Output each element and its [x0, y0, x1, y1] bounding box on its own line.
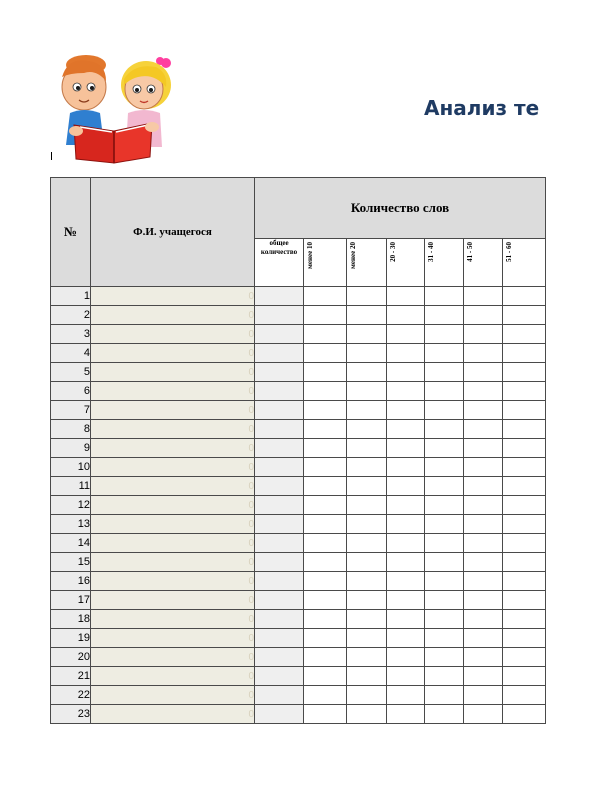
count-cell[interactable] [464, 325, 503, 344]
row-number: 10 [51, 458, 91, 477]
student-name-cell[interactable]: 0 [91, 363, 255, 382]
total-words-cell[interactable] [255, 667, 304, 686]
count-cell[interactable] [347, 439, 387, 458]
count-cell[interactable] [503, 648, 546, 667]
children-reading-book-illustration [48, 55, 178, 165]
count-cell[interactable] [347, 686, 387, 705]
count-cell[interactable] [304, 553, 347, 572]
count-cell[interactable] [464, 629, 503, 648]
count-cell[interactable] [503, 401, 546, 420]
student-name-cell[interactable]: 0 [91, 686, 255, 705]
total-words-cell[interactable] [255, 591, 304, 610]
student-name-cell[interactable]: 0 [91, 648, 255, 667]
student-name-cell[interactable]: 0 [91, 610, 255, 629]
table-row [51, 572, 546, 591]
header-word-count: Количество слов [255, 178, 546, 239]
header-number: № [51, 178, 91, 287]
count-cell[interactable] [387, 705, 425, 724]
table-row [51, 477, 546, 496]
row-number: 3 [51, 325, 91, 344]
count-cell[interactable] [425, 686, 464, 705]
total-words-cell[interactable] [255, 420, 304, 439]
table-row [51, 420, 546, 439]
count-cell[interactable] [503, 572, 546, 591]
count-cell[interactable] [503, 496, 546, 515]
count-cell[interactable] [304, 648, 347, 667]
count-cell[interactable] [304, 629, 347, 648]
row-number: 2 [51, 306, 91, 325]
count-cell[interactable] [387, 344, 425, 363]
count-cell[interactable] [425, 458, 464, 477]
table-row [51, 287, 546, 306]
student-name-cell[interactable]: 0 [91, 477, 255, 496]
count-cell[interactable] [425, 515, 464, 534]
count-cell[interactable] [347, 705, 387, 724]
count-cell[interactable] [304, 496, 347, 515]
count-cell[interactable] [387, 439, 425, 458]
count-cell[interactable] [387, 363, 425, 382]
count-cell[interactable] [347, 572, 387, 591]
table-row [51, 344, 546, 363]
document-title: Анализ те [424, 96, 540, 120]
total-words-cell[interactable] [255, 401, 304, 420]
count-cell[interactable] [304, 610, 347, 629]
row-number: 9 [51, 439, 91, 458]
count-cell[interactable] [304, 287, 347, 306]
count-cell[interactable] [425, 591, 464, 610]
count-cell[interactable] [347, 287, 387, 306]
count-cell[interactable] [304, 458, 347, 477]
count-cell[interactable] [387, 667, 425, 686]
student-name-cell[interactable]: 0 [91, 572, 255, 591]
table-body [51, 287, 546, 724]
count-cell[interactable] [347, 648, 387, 667]
row-number: 18 [51, 610, 91, 629]
student-name-cell[interactable]: 0 [91, 629, 255, 648]
count-cell[interactable] [503, 534, 546, 553]
student-name-cell[interactable]: 0 [91, 420, 255, 439]
table-row [51, 401, 546, 420]
count-cell[interactable] [304, 572, 347, 591]
count-cell[interactable] [425, 439, 464, 458]
count-cell[interactable] [503, 287, 546, 306]
count-cell[interactable] [304, 382, 347, 401]
count-cell[interactable] [387, 496, 425, 515]
count-cell[interactable] [464, 401, 503, 420]
count-cell[interactable] [387, 648, 425, 667]
row-number: 22 [51, 686, 91, 705]
table-row [51, 591, 546, 610]
count-cell[interactable] [347, 382, 387, 401]
count-cell[interactable] [347, 496, 387, 515]
count-cell[interactable] [464, 382, 503, 401]
count-cell[interactable] [464, 667, 503, 686]
total-words-cell[interactable] [255, 287, 304, 306]
total-words-cell[interactable] [255, 553, 304, 572]
count-cell[interactable] [425, 648, 464, 667]
count-cell[interactable] [425, 325, 464, 344]
count-cell[interactable] [425, 306, 464, 325]
table-row [51, 458, 546, 477]
total-words-cell[interactable] [255, 344, 304, 363]
count-cell[interactable] [425, 553, 464, 572]
row-number: 7 [51, 401, 91, 420]
count-cell[interactable] [425, 401, 464, 420]
count-cell[interactable] [425, 534, 464, 553]
total-words-cell[interactable] [255, 477, 304, 496]
count-cell[interactable] [425, 705, 464, 724]
count-cell[interactable] [464, 458, 503, 477]
student-name-cell[interactable]: 0 [91, 496, 255, 515]
count-cell[interactable] [425, 420, 464, 439]
count-cell[interactable] [503, 306, 546, 325]
table-row [51, 382, 546, 401]
count-cell[interactable] [304, 591, 347, 610]
row-number: 12 [51, 496, 91, 515]
total-words-cell[interactable] [255, 648, 304, 667]
count-cell[interactable] [387, 515, 425, 534]
row-number: 17 [51, 591, 91, 610]
count-cell[interactable] [304, 325, 347, 344]
row-number: 6 [51, 382, 91, 401]
count-cell[interactable] [425, 477, 464, 496]
count-cell[interactable] [387, 610, 425, 629]
count-cell[interactable] [304, 439, 347, 458]
count-cell[interactable] [304, 686, 347, 705]
table-row [51, 648, 546, 667]
count-cell[interactable] [503, 439, 546, 458]
count-cell[interactable] [304, 667, 347, 686]
count-cell[interactable] [347, 306, 387, 325]
student-name-cell[interactable]: 0 [91, 705, 255, 724]
count-cell[interactable] [347, 515, 387, 534]
count-cell[interactable] [347, 420, 387, 439]
row-number: 20 [51, 648, 91, 667]
table-row [51, 629, 546, 648]
row-number: 11 [51, 477, 91, 496]
row-number: 19 [51, 629, 91, 648]
count-cell[interactable] [347, 458, 387, 477]
student-name-cell[interactable]: 0 [91, 534, 255, 553]
count-cell[interactable] [304, 420, 347, 439]
count-cell[interactable] [464, 420, 503, 439]
count-cell[interactable] [347, 667, 387, 686]
total-words-cell[interactable] [255, 382, 304, 401]
table-row [51, 553, 546, 572]
count-cell[interactable] [347, 325, 387, 344]
header-less-10: менее 10 [304, 239, 347, 287]
table-row [51, 515, 546, 534]
count-cell[interactable] [387, 382, 425, 401]
row-number: 15 [51, 553, 91, 572]
total-words-cell[interactable] [255, 629, 304, 648]
table-row [51, 325, 546, 344]
count-cell[interactable] [503, 610, 546, 629]
count-cell[interactable] [387, 401, 425, 420]
count-cell[interactable] [304, 705, 347, 724]
student-name-cell[interactable]: 0 [91, 591, 255, 610]
count-cell[interactable] [464, 553, 503, 572]
count-cell[interactable] [503, 363, 546, 382]
count-cell[interactable] [503, 382, 546, 401]
count-cell[interactable] [464, 534, 503, 553]
count-cell[interactable] [464, 610, 503, 629]
count-cell[interactable] [304, 477, 347, 496]
count-cell[interactable] [387, 553, 425, 572]
row-number: 4 [51, 344, 91, 363]
table-row [51, 686, 546, 705]
count-cell[interactable] [503, 591, 546, 610]
count-cell[interactable] [387, 591, 425, 610]
total-words-cell[interactable] [255, 439, 304, 458]
count-cell[interactable] [464, 515, 503, 534]
count-cell[interactable] [464, 287, 503, 306]
table-row [51, 496, 546, 515]
count-cell[interactable] [304, 515, 347, 534]
count-cell[interactable] [387, 325, 425, 344]
header-51-60: 51 - 60 [503, 239, 546, 287]
student-name-cell[interactable]: 0 [91, 667, 255, 686]
count-cell[interactable] [464, 496, 503, 515]
total-words-cell[interactable] [255, 572, 304, 591]
row-number: 5 [51, 363, 91, 382]
count-cell[interactable] [464, 572, 503, 591]
header-31-40: 31 - 40 [425, 239, 464, 287]
student-name-cell[interactable]: 0 [91, 553, 255, 572]
count-cell[interactable] [503, 458, 546, 477]
row-number: 23 [51, 705, 91, 724]
count-cell[interactable] [503, 477, 546, 496]
count-cell[interactable] [425, 363, 464, 382]
count-cell[interactable] [347, 344, 387, 363]
count-cell[interactable] [347, 363, 387, 382]
count-cell[interactable] [464, 363, 503, 382]
count-cell[interactable] [425, 287, 464, 306]
margin-mark [51, 152, 52, 160]
header-less-20: менее 20 [347, 239, 387, 287]
count-cell[interactable] [425, 344, 464, 363]
count-cell[interactable] [425, 572, 464, 591]
total-words-cell[interactable] [255, 705, 304, 724]
count-cell[interactable] [347, 553, 387, 572]
count-cell[interactable] [425, 610, 464, 629]
count-cell[interactable] [387, 306, 425, 325]
total-words-cell[interactable] [255, 686, 304, 705]
header-student-name: Ф.И. учащегося [91, 178, 255, 287]
total-words-cell[interactable] [255, 534, 304, 553]
student-name-cell[interactable]: 0 [91, 401, 255, 420]
count-cell[interactable] [503, 629, 546, 648]
row-number: 21 [51, 667, 91, 686]
row-number: 13 [51, 515, 91, 534]
table-row [51, 363, 546, 382]
total-words-cell[interactable] [255, 306, 304, 325]
count-cell[interactable] [464, 648, 503, 667]
count-cell[interactable] [347, 534, 387, 553]
count-cell[interactable] [304, 363, 347, 382]
total-words-cell[interactable] [255, 363, 304, 382]
table-row [51, 705, 546, 724]
count-cell[interactable] [464, 705, 503, 724]
student-name-cell[interactable]: 0 [91, 287, 255, 306]
count-cell[interactable] [304, 401, 347, 420]
count-cell[interactable] [425, 667, 464, 686]
count-cell[interactable] [503, 325, 546, 344]
student-name-cell[interactable]: 0 [91, 439, 255, 458]
count-cell[interactable] [425, 382, 464, 401]
total-words-cell[interactable] [255, 610, 304, 629]
count-cell[interactable] [387, 629, 425, 648]
count-cell[interactable] [304, 344, 347, 363]
count-cell[interactable] [503, 344, 546, 363]
header-20-30: 20 - 30 [387, 239, 425, 287]
count-cell[interactable] [503, 553, 546, 572]
table-row [51, 667, 546, 686]
row-number: 8 [51, 420, 91, 439]
student-name-cell[interactable]: 0 [91, 458, 255, 477]
student-name-cell[interactable]: 0 [91, 325, 255, 344]
table-row [51, 610, 546, 629]
header-41-50: 41 - 50 [464, 239, 503, 287]
count-cell[interactable] [387, 534, 425, 553]
total-words-cell[interactable] [255, 458, 304, 477]
student-name-cell[interactable]: 0 [91, 306, 255, 325]
table-row [51, 306, 546, 325]
count-cell[interactable] [464, 477, 503, 496]
count-cell[interactable] [387, 477, 425, 496]
student-name-cell[interactable]: 0 [91, 382, 255, 401]
count-cell[interactable] [464, 306, 503, 325]
count-cell[interactable] [503, 686, 546, 705]
count-cell[interactable] [304, 306, 347, 325]
count-cell[interactable] [347, 629, 387, 648]
count-cell[interactable] [387, 458, 425, 477]
count-cell[interactable] [347, 591, 387, 610]
count-cell[interactable] [503, 667, 546, 686]
count-cell[interactable] [304, 534, 347, 553]
count-cell[interactable] [464, 591, 503, 610]
count-cell[interactable] [464, 439, 503, 458]
student-name-cell[interactable]: 0 [91, 344, 255, 363]
count-cell[interactable] [503, 420, 546, 439]
row-number: 14 [51, 534, 91, 553]
count-cell[interactable] [503, 515, 546, 534]
count-cell[interactable] [387, 686, 425, 705]
total-words-cell[interactable] [255, 515, 304, 534]
count-cell[interactable] [425, 496, 464, 515]
count-cell[interactable] [387, 572, 425, 591]
count-cell[interactable] [347, 610, 387, 629]
total-words-cell[interactable] [255, 496, 304, 515]
total-words-cell[interactable] [255, 325, 304, 344]
count-cell[interactable] [387, 420, 425, 439]
row-number: 1 [51, 287, 91, 306]
table-row [51, 534, 546, 553]
count-cell[interactable] [347, 477, 387, 496]
table-row [51, 439, 546, 458]
count-cell[interactable] [464, 344, 503, 363]
count-cell[interactable] [347, 401, 387, 420]
word-count-table [50, 177, 546, 724]
count-cell[interactable] [425, 629, 464, 648]
count-cell[interactable] [464, 686, 503, 705]
student-name-cell[interactable]: 0 [91, 515, 255, 534]
header-total-words: общее количество [255, 239, 304, 287]
row-number: 16 [51, 572, 91, 591]
count-cell[interactable] [503, 705, 546, 724]
count-cell[interactable] [387, 287, 425, 306]
